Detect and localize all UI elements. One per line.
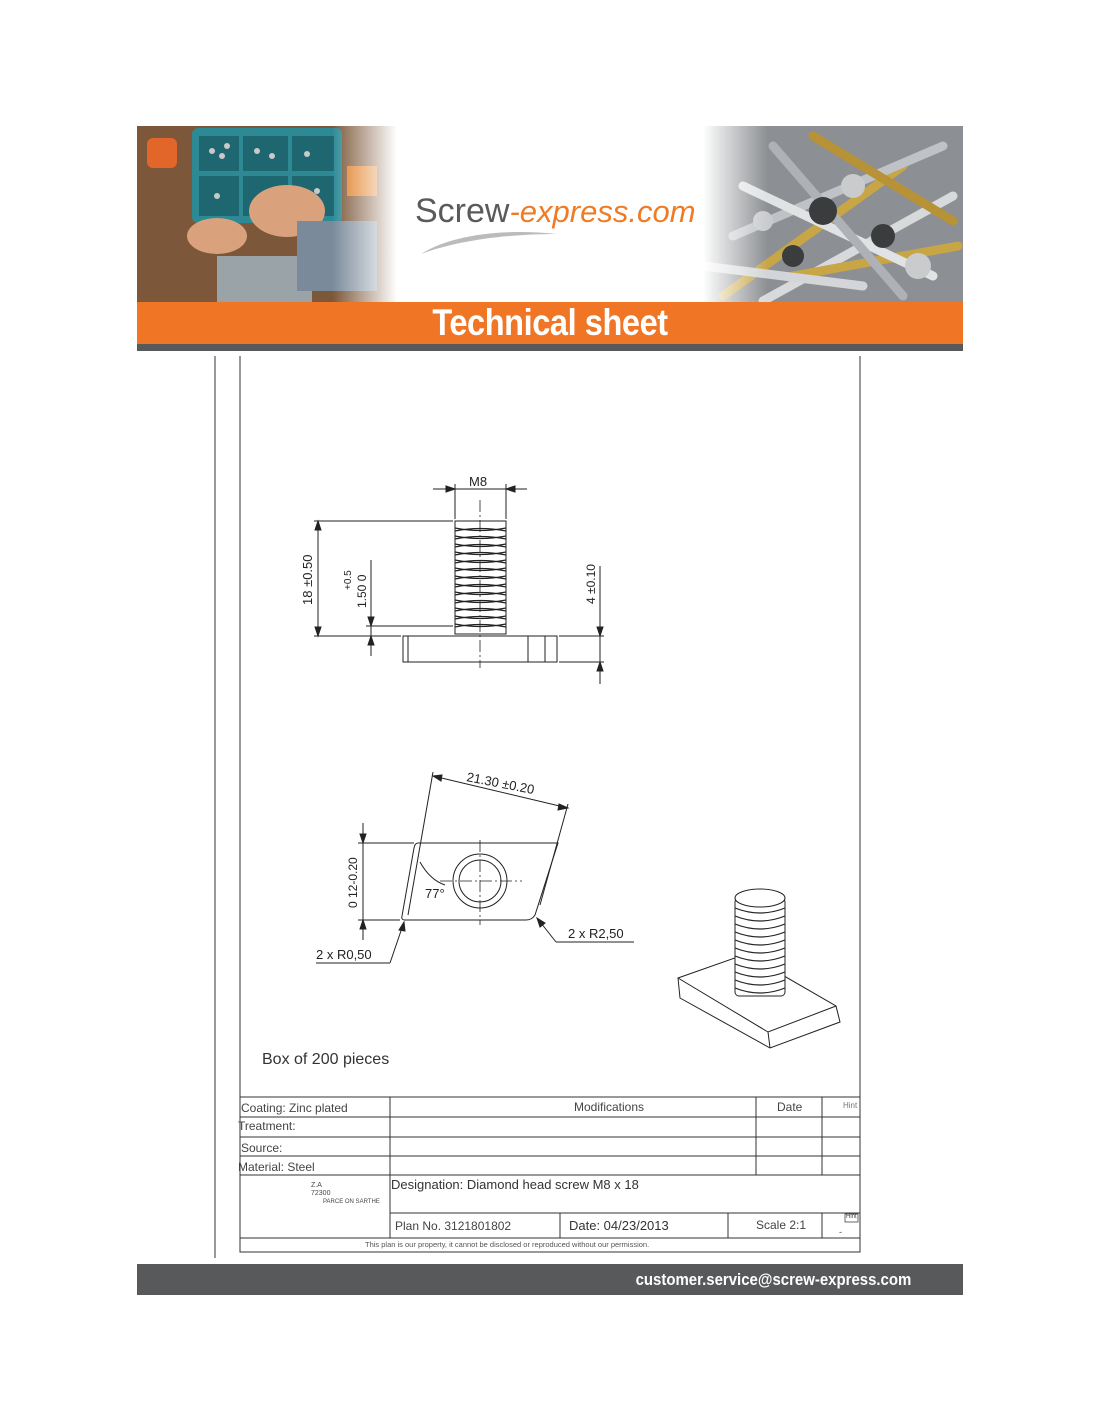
treatment-label: Treatment: [238,1119,296,1133]
dim-thread: M8 [469,474,488,489]
address-line-2: 72300 [311,1190,331,1197]
dim-diagonal: 21.30 ±0.20 [465,769,536,798]
dim-tol-upper: +0.5 [343,570,354,590]
hint-dash: - [839,1227,842,1237]
dim-head-height: 4 ±0.10 [584,564,598,604]
radius-small: 2 x R0,50 [316,947,372,962]
designation: Designation: Diamond head screw M8 x 18 [391,1177,639,1192]
hint-header: Hint [843,1101,858,1110]
dim-width: 0 12-0.20 [346,857,360,908]
page-title: Technical sheet [432,302,668,343]
date-header: Date [777,1100,803,1114]
isometric-view [678,889,840,1048]
radius-large: 2 x R2,50 [568,926,624,941]
plan-number: Plan No. 3121801802 [395,1219,512,1233]
box-quantity-note: Box of 200 pieces [262,1051,390,1068]
modifications-header: Modifications [574,1100,645,1114]
coating-label: Coating: Zinc plated [241,1101,348,1115]
dim-angle: 77° [425,886,445,901]
dim-length: 18 ±0.50 [300,554,315,605]
company-address [311,1182,380,1206]
property-disclaimer: This plan is our property, it cannot be disclosed or reproduced without our permission. [365,1240,650,1249]
plan-scale: Scale 2:1 [756,1218,807,1232]
dim-tol-base: 1.50 0 [355,574,369,608]
address-line-3: PARCE ON SARTHE [323,1199,380,1205]
brand-logo[interactable]: Screw-express.com [415,192,696,230]
footer-bar [137,1264,963,1295]
address-line-1: Z.A [311,1182,322,1189]
material-label: Material: Steel [238,1160,315,1174]
customer-service-email-link[interactable]: customer.service@screw-express.com [635,1270,911,1289]
plan-date: Date: 04/23/2013 [569,1218,669,1233]
hint-mark: Hint [846,1214,857,1220]
source-label: Source: [241,1141,283,1155]
